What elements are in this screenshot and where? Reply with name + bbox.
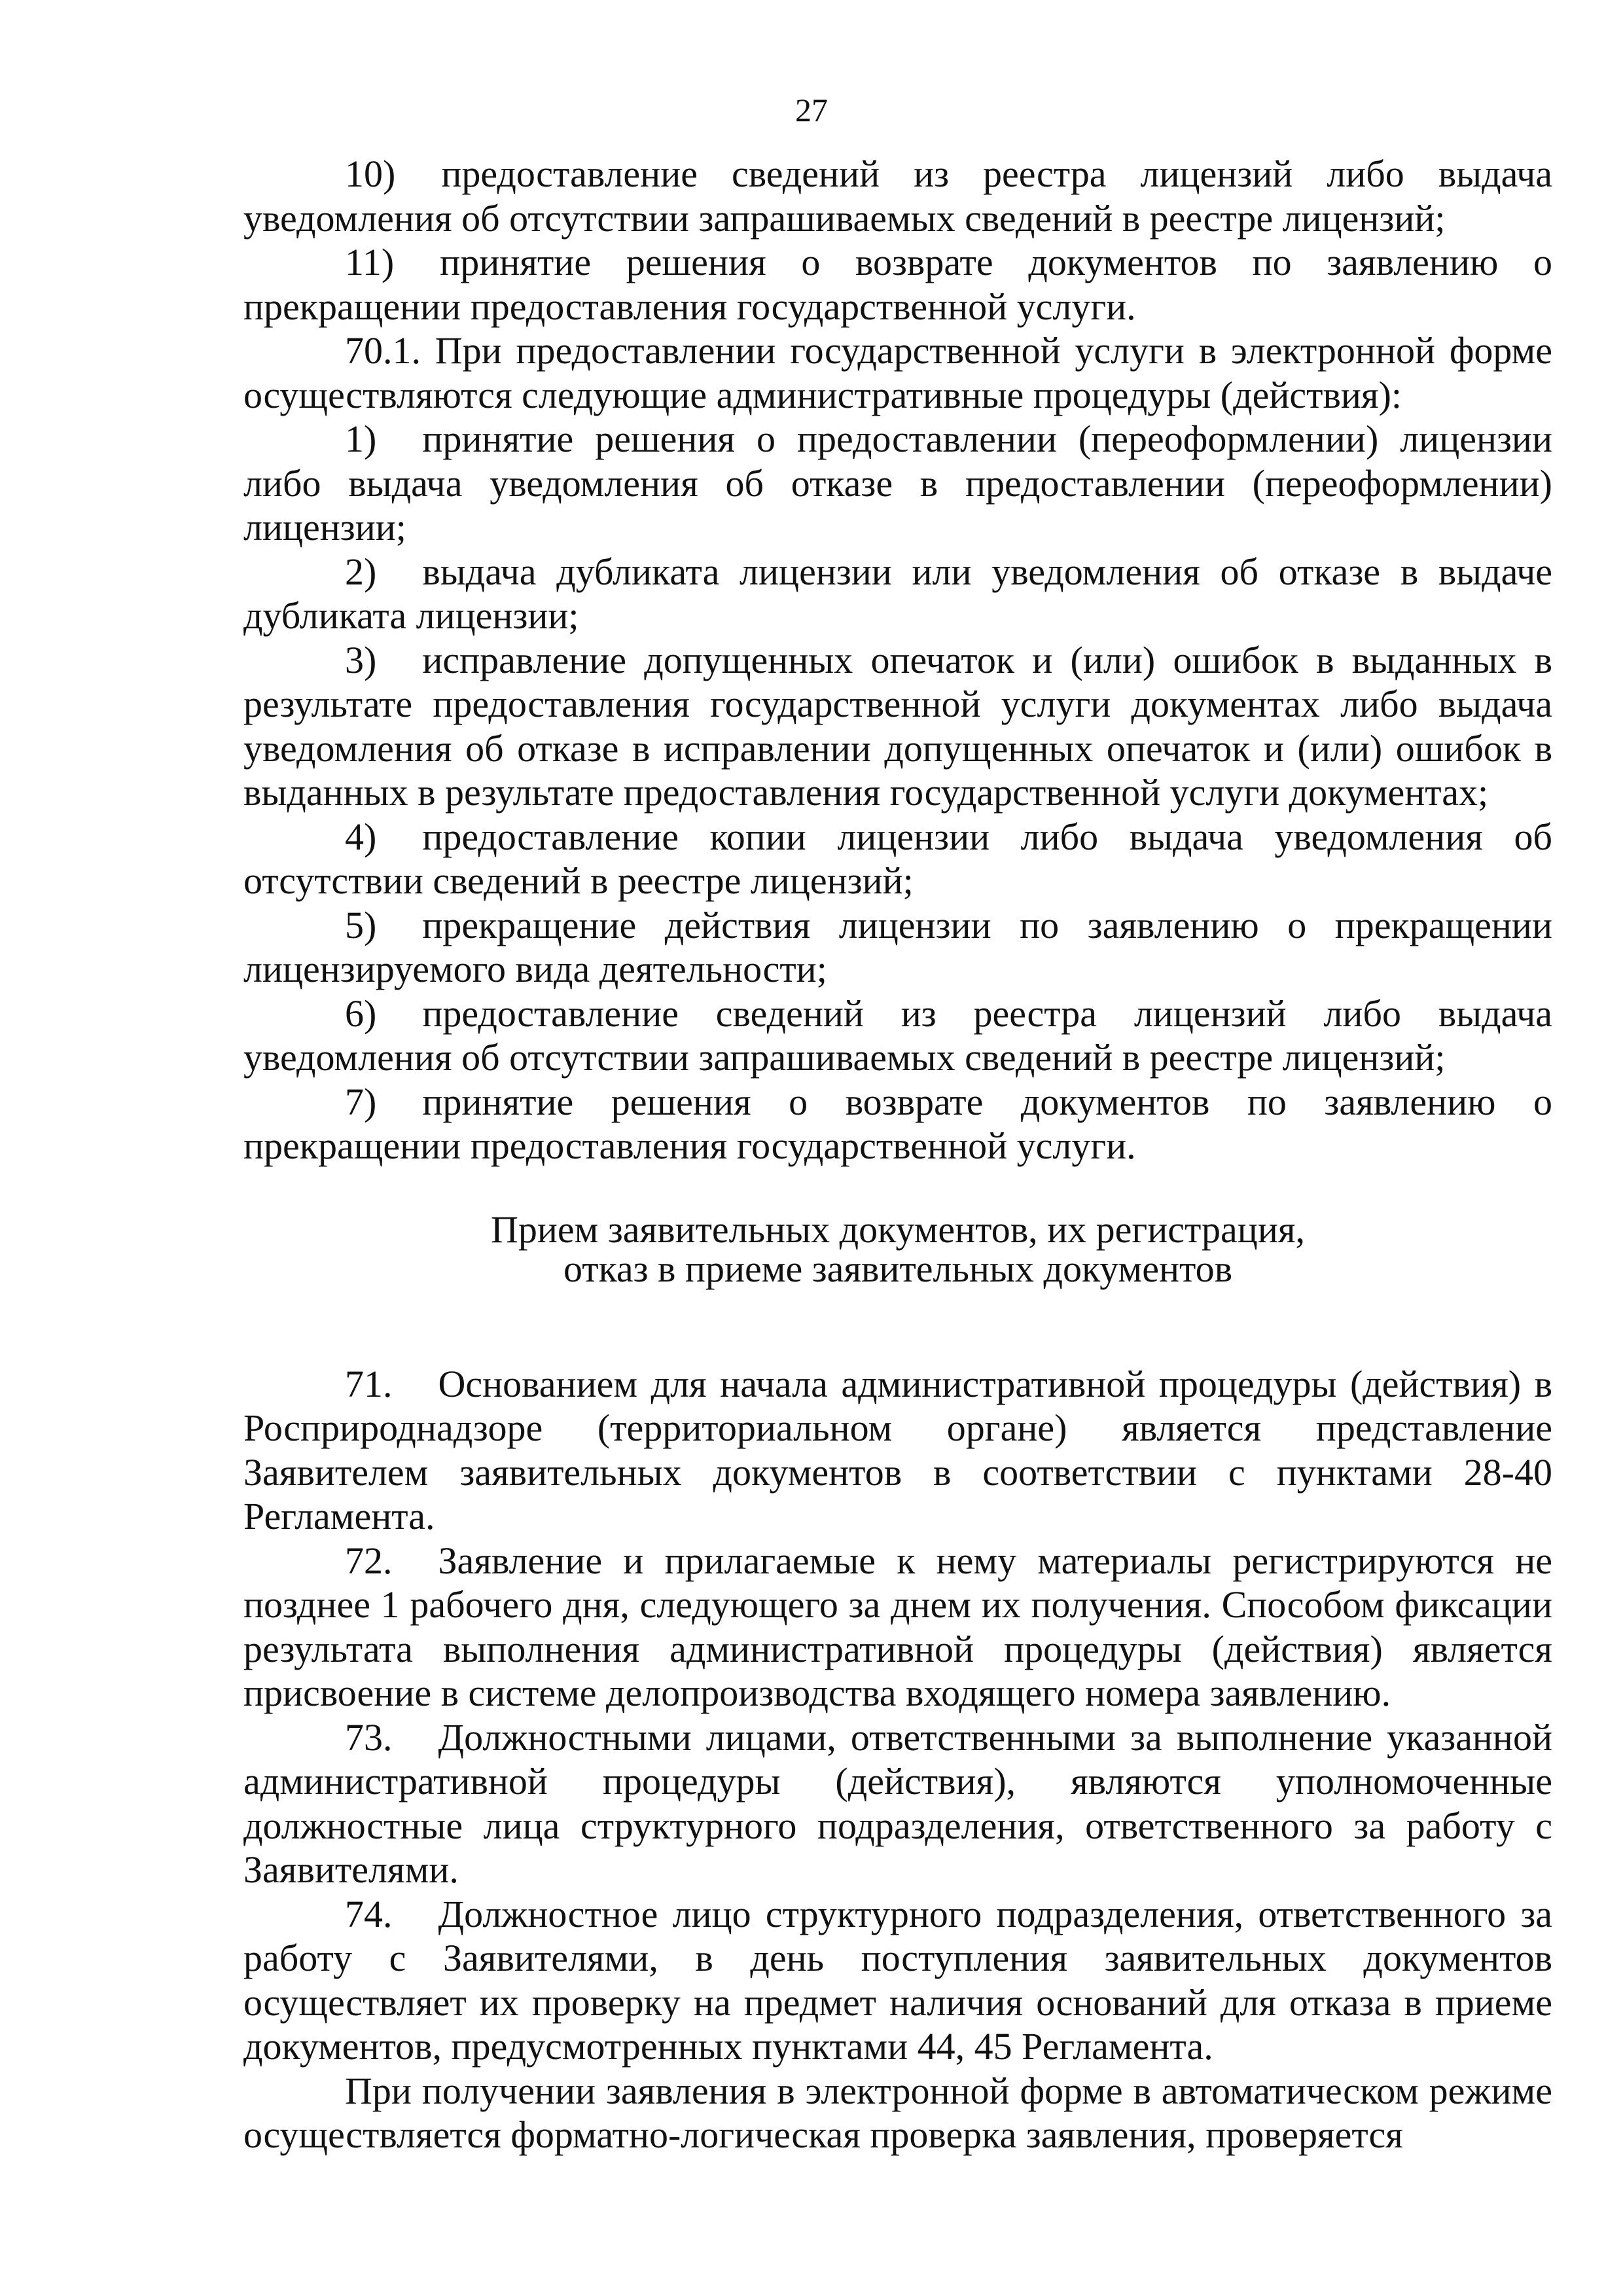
list-item-10 — [243, 152, 1552, 240]
item-number: 10) — [345, 152, 396, 195]
list-item-5 — [243, 903, 1552, 992]
list-item-11 — [243, 240, 1552, 329]
document-body — [243, 152, 1552, 2157]
item-text: принятие решения о возврате документов по заявлению о прекращении предоставления государственной услуги. — [243, 1080, 1552, 1167]
section-heading-line-1: Прием заявительных документов, их регистрация, — [490, 1208, 1306, 1251]
clause-71 — [243, 1362, 1552, 1539]
item-number: 5) — [345, 903, 377, 946]
section-heading — [243, 1210, 1552, 1289]
list-item-7 — [243, 1080, 1552, 1168]
clause-text: Должностными лицами, ответственными за выполнение указанной административной процедуры (действия), являются уполномоченные должностные лица структурного подразделения, ответственного за работу с Заявителями. — [243, 1715, 1552, 1891]
item-number: 7) — [345, 1080, 377, 1123]
page-number: 27 — [795, 92, 828, 128]
clause-number: 72. — [345, 1539, 393, 1582]
clause-73 — [243, 1715, 1552, 1892]
clause-72 — [243, 1539, 1552, 1715]
list-item-6 — [243, 992, 1552, 1080]
item-text: исправление допущенных опечаток и (или) ошибок в выданных в результате предоставления государственной услуги документах либо выдача уведомления об отказе в исправлении допущенных опечаток и (или) ошибок в выданных в результате предоставления государственной услуги документах; — [243, 638, 1552, 814]
clause-74 — [243, 1892, 1552, 2069]
paragraph-electronic-check: При получении заявления в электронной форме в автоматическом режиме осуществляется форматно-логическая проверка заявления, проверяется — [243, 2069, 1552, 2156]
item-number: 3) — [345, 638, 377, 681]
list-item-3 — [243, 638, 1552, 815]
item-number: 6) — [345, 992, 377, 1035]
section-heading-line-2: отказ в приеме заявительных документов — [563, 1247, 1232, 1290]
item-number: 4) — [345, 815, 377, 858]
item-text: предоставление копии лицензии либо выдача уведомления об отсутствии сведений в реестре лицензий; — [243, 815, 1552, 902]
list-item-2 — [243, 550, 1552, 638]
item-text: предоставление сведений из реестра лицензий либо выдача уведомления об отсутствии запрашиваемых сведений в реестре лицензий; — [243, 152, 1552, 240]
paragraph-70-1: 70.1. При предоставлении государственной услуги в электронной форме осуществляются следующие административные процедуры (действия): — [243, 329, 1552, 416]
list-item-4 — [243, 815, 1552, 903]
item-number: 1) — [345, 418, 377, 460]
item-text: выдача дубликата лицензии или уведомления об отказе в выдаче дубликата лицензии; — [243, 550, 1552, 637]
clause-number: 73. — [345, 1715, 393, 1759]
item-text: принятие решения о предоставлении (переоформлении) лицензии либо выдача уведомления об отказе в предоставлении (переоформлении) лицензии; — [243, 418, 1552, 548]
clause-text: Основанием для начала административной процедуры (действия) в Росприроднадзоре (территориальном органе) является представление Заявителем заявительных документов в соответствии с пунктами 28-40 Регламента. — [243, 1362, 1552, 1537]
item-number: 2) — [345, 550, 377, 593]
clause-text: Должностное лицо структурного подразделения, ответственного за работу с Заявителями, в день поступления заявительных документов осуществляет их проверку на предмет наличия оснований для отказа в приеме документов, предусмотренных пунктами 44, 45 Регламента. — [243, 1892, 1552, 2068]
clause-number: 74. — [345, 1892, 393, 1935]
list-item-1 — [243, 417, 1552, 550]
clause-number: 71. — [345, 1362, 393, 1405]
item-number: 11) — [345, 241, 395, 283]
item-text: принятие решения о возврате документов по заявлению о прекращении предоставления государственной услуги. — [243, 241, 1552, 328]
clause-text: Заявление и прилагаемые к нему материалы регистрируются не позднее 1 рабочего дня, следующего за днем их получения. Способом фиксации результата выполнения административной процедуры (действия) является присвоение в системе делопроизводства входящего номера заявлению. — [243, 1539, 1552, 1714]
item-text: предоставление сведений из реестра лицензий либо выдача уведомления об отсутствии запрашиваемых сведений в реестре лицензий; — [243, 992, 1552, 1079]
item-text: прекращение действия лицензии по заявлению о прекращении лицензируемого вида деятельности; — [243, 903, 1552, 990]
